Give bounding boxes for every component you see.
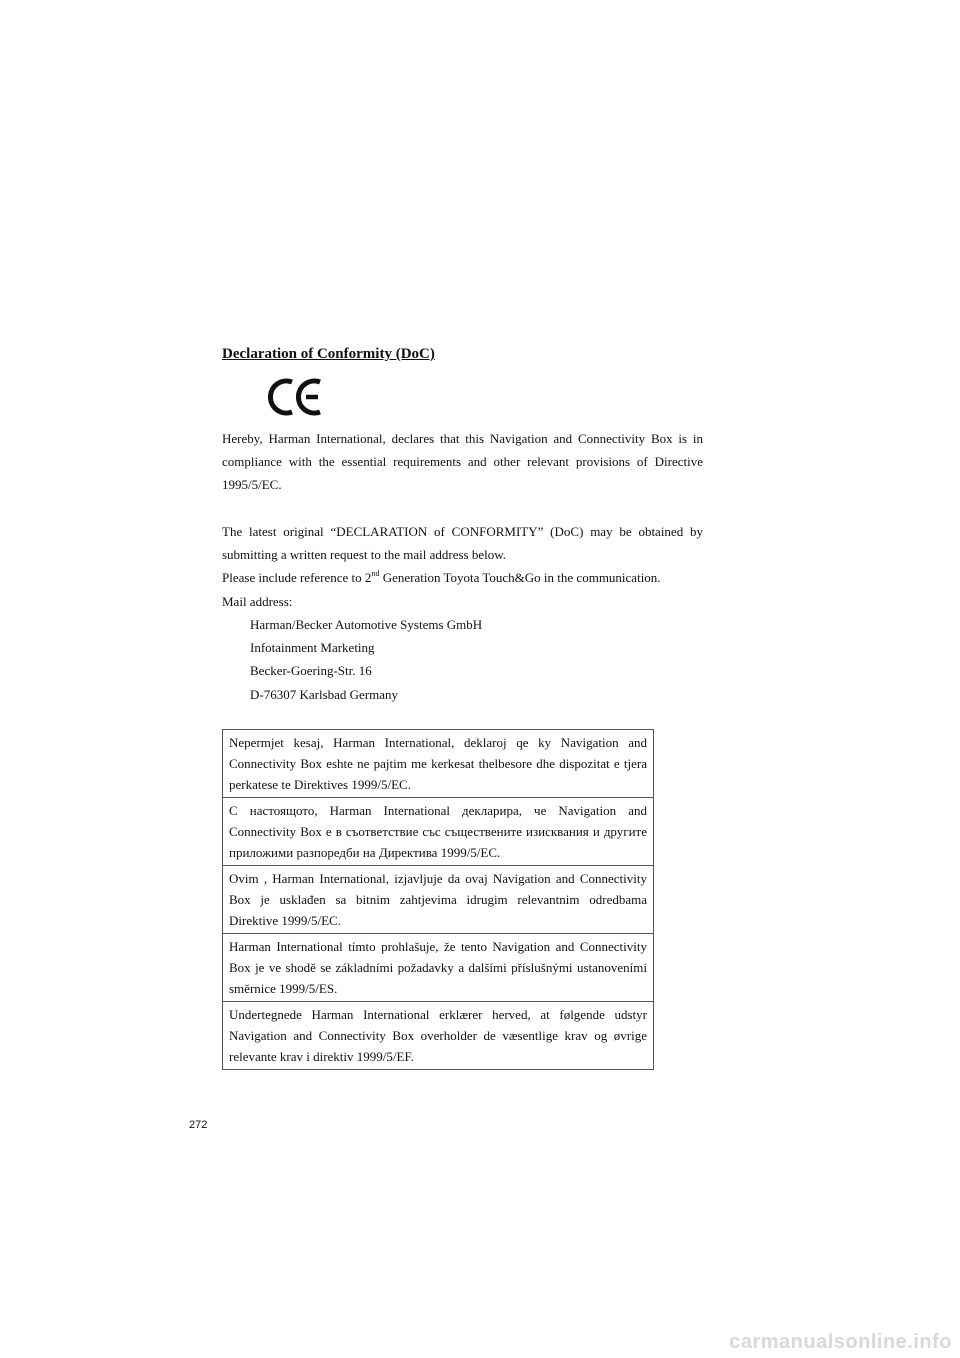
reference-line xyxy=(222,566,703,589)
reference-suffix: Generation Toyota Touch&Go in the communication. xyxy=(379,570,661,585)
watermark: carmanualsonline.info xyxy=(729,1331,952,1353)
declaration-albanian: Nepermjet kesaj, Harman International, deklaroj qe ky Navigation and Connectivity Box eshte ne pajtim me kerkesat thelbesore dhe dispozitat e tjera perkatese te Direktives 1999/5/EC. xyxy=(223,730,654,798)
declarations-table xyxy=(222,729,654,1070)
address-line-city: D-76307 Karlsbad Germany xyxy=(250,687,399,702)
reference-prefix: Please include reference to 2 xyxy=(222,570,372,585)
declaration-czech: Harman International tímto prohlašuje, že tento Navigation and Connectivity Box je ve shodě se základními požadavky a dalšími příslušnými ustanoveními směrnice 1999/5/ES. xyxy=(223,934,654,1002)
table-row xyxy=(223,1002,654,1070)
page-title: Declaration of Conformity (DoC) xyxy=(222,346,435,362)
declaration-bulgarian: С настоящото, Harman International декларира, че Navigation and Connectivity Box е в съответствие със съществените изисквания и другите приложими разпоредби на Директива 1999/5/EC. xyxy=(223,798,654,866)
declaration-croatian: Ovim , Harman International, izjavljuje da ovaj Navigation and Connectivity Box je usklađen sa bitnim zahtjevima idrugim relevantnim odredbama Direktive 1999/5/EC. xyxy=(223,866,654,934)
mail-address-label: Mail address: xyxy=(222,594,293,609)
address-line-street: Becker-Goering-Str. 16 xyxy=(250,663,372,678)
reference-superscript: nd xyxy=(371,568,380,578)
table-row xyxy=(223,866,654,934)
page-number: 272 xyxy=(189,1119,208,1131)
address-line-department: Infotainment Marketing xyxy=(250,640,375,655)
hereby-paragraph: Hereby, Harman International, declares that this Navigation and Connectivity Box is in compliance with the essential requirements and other relevant provisions of Directive 1995/5/EC. xyxy=(222,431,703,492)
table-row xyxy=(223,798,654,866)
declaration-danish: Undertegnede Harman International erklærer herved, at følgende udstyr Navigation and Connectivity Box overholder de væsentlige krav og øvrige relevante krav i direktiv 1999/5/EF. xyxy=(223,1002,654,1070)
table-row xyxy=(223,934,654,1002)
ce-mark-icon xyxy=(268,376,324,418)
address-line-company: Harman/Becker Automotive Systems GmbH xyxy=(250,617,483,632)
table-row xyxy=(223,730,654,798)
latest-doc-paragraph: The latest original “DECLARATION of CONFORMITY” (DoC) may be obtained by submitting a written request to the mail address below. xyxy=(222,524,703,562)
